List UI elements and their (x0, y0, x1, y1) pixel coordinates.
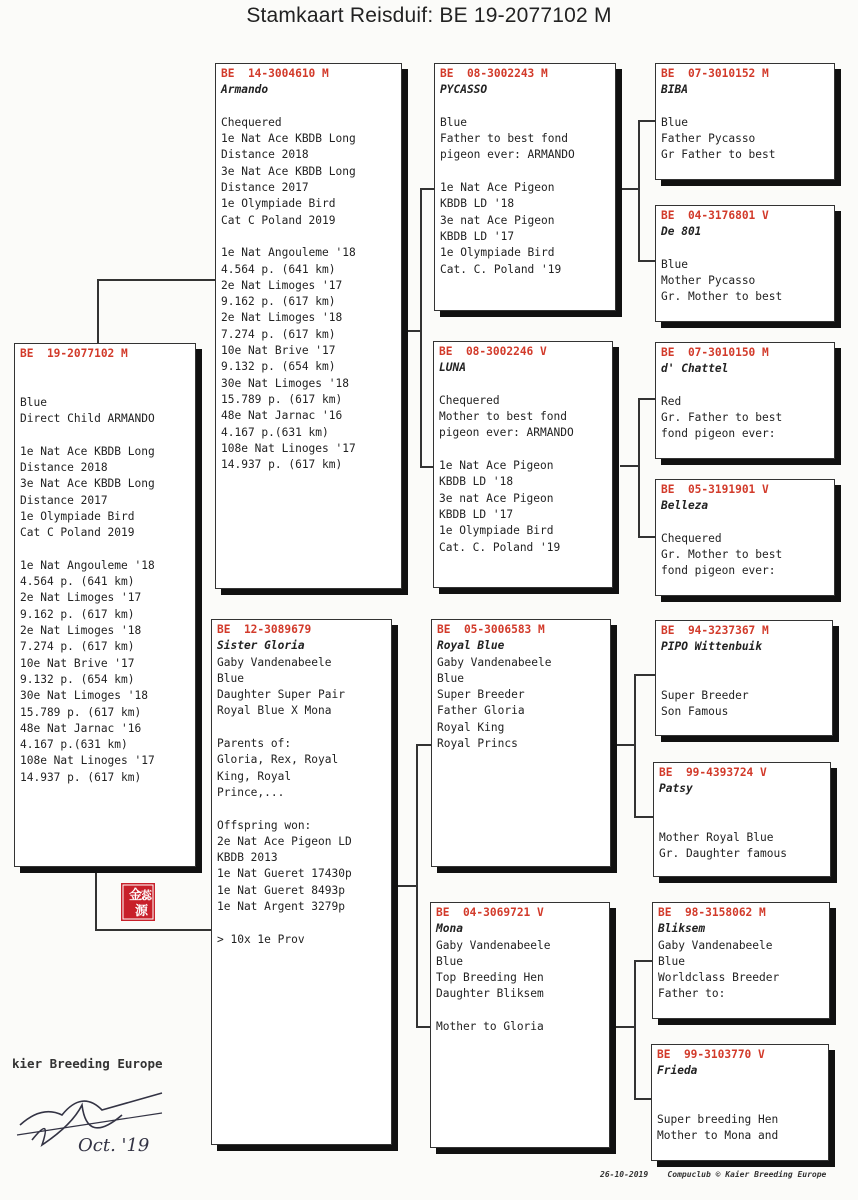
connector-line (398, 885, 418, 887)
card-line: KBDB 2013 (217, 851, 278, 865)
connector-line (638, 536, 655, 538)
card-body (659, 798, 825, 863)
handwritten-signature (12, 1085, 172, 1165)
card-line: 1e Nat Ace KBDB Long (221, 132, 356, 146)
card-line: 10e Nat Brive '17 (20, 656, 135, 670)
card-line: 108e Nat Linoges '17 (221, 441, 356, 455)
card-line: 30e Nat Limoges '18 (20, 689, 148, 703)
card-line: Mother Royal Blue (659, 831, 774, 845)
pigeon-name: d' Chattel (661, 362, 729, 376)
connector-line (97, 279, 99, 345)
connector-line (634, 674, 655, 676)
connector-line (420, 466, 434, 468)
mother-father-card (431, 619, 611, 867)
card-line: 9.132 p. (654 km) (221, 360, 336, 374)
card-line (657, 1080, 823, 1096)
connector-line (95, 868, 97, 930)
card-line (20, 379, 190, 395)
card-line (659, 798, 825, 814)
pigeon-name: Frieda (657, 1064, 698, 1078)
card-line: Distance 2018 (221, 148, 309, 162)
pigeon-name: Patsy (659, 782, 693, 796)
connector-line (638, 398, 640, 536)
card-line: Blue (436, 954, 463, 968)
father-father-card (434, 63, 616, 311)
card-line: KBDB LD '17 (440, 229, 515, 243)
connector-line (638, 398, 655, 400)
card-line: Gr. Daughter famous (659, 847, 787, 861)
card-line (221, 99, 396, 115)
card-line: 3e Nat Ace KBDB Long (221, 164, 356, 178)
connector-line (634, 816, 655, 818)
card-body (437, 655, 605, 753)
connector-line (620, 465, 638, 467)
card-line: 4.167 p.(631 km) (221, 425, 329, 439)
card-line: Blue (658, 954, 685, 968)
ring-number: BE 08-3002246 V (439, 345, 547, 358)
connector-line (616, 1026, 634, 1028)
card-line: 2e Nat Limoges '18 (221, 311, 343, 325)
card-line: 30e Nat Limoges '18 (221, 376, 349, 390)
card-body (440, 99, 610, 278)
pigeon-name: LUNA (439, 361, 466, 375)
card-line: 15.789 p. (617 km) (20, 705, 142, 719)
card-line (661, 99, 829, 115)
page-title: Stamkaart Reisduif: BE 19-2077102 M (246, 4, 612, 27)
card-line: 1e Nat Gueret 8493p (217, 883, 345, 897)
card-line (436, 1003, 604, 1019)
card-line: 9.162 p. (617 km) (20, 607, 135, 621)
mother-mother-card (430, 902, 610, 1148)
card-line (20, 542, 190, 558)
card-body (436, 938, 604, 1036)
card-line: 1e Nat Ace Pigeon (440, 181, 555, 195)
card-line: 2e Nat Limoges '17 (20, 591, 142, 605)
card-line (657, 1096, 823, 1112)
ring-number: BE 04-3176801 V (661, 209, 769, 222)
card-line: 2e Nat Limoges '18 (20, 624, 142, 638)
card-body (661, 378, 829, 443)
ring-number: BE 98-3158062 M (658, 906, 766, 919)
card-line: Father to: (658, 987, 726, 1001)
pigeon-name: PIPO Wittenbuik (661, 640, 763, 654)
card-line: Father to best fond (440, 132, 568, 146)
card-body (221, 99, 396, 474)
card-line: 1e Nat Argent 3279p (217, 900, 345, 914)
card-body (661, 515, 829, 580)
card-line (439, 442, 607, 458)
card-line: King, Royal (217, 769, 292, 783)
card-line: Prince,... (217, 785, 285, 799)
card-line: KBDB LD '18 (440, 197, 515, 211)
card-line: Gr. Mother to best (661, 290, 783, 304)
pigeon-name: BIBA (661, 83, 688, 97)
card-line: Super Breeder (661, 689, 749, 703)
card-line: Chequered (661, 531, 722, 545)
card-line: Offspring won: (217, 818, 312, 832)
card-line: fond pigeon ever: (661, 564, 776, 578)
card-line: Blue (20, 395, 47, 409)
card-line (661, 378, 829, 394)
card-line (661, 672, 827, 688)
great-grandparent-card (655, 205, 835, 322)
card-line (659, 814, 825, 830)
card-line: Son Famous (661, 705, 729, 719)
ring-number: BE 99-4393724 V (659, 766, 767, 779)
card-line: Gr. Mother to best (661, 548, 783, 562)
card-line (217, 915, 386, 931)
card-line: Mother to Gloria (436, 1020, 544, 1034)
connector-line (97, 279, 215, 281)
card-line: Distance 2017 (221, 181, 309, 195)
svg-text:蕊: 蕊 (141, 889, 152, 902)
card-line (661, 515, 829, 531)
card-line: 9.132 p. (654 km) (20, 672, 135, 686)
card-line: Direct Child ARMANDO (20, 412, 155, 426)
card-line: 2e Nat Ace Pigeon LD (217, 834, 352, 848)
great-grandparent-card (655, 620, 833, 736)
pigeon-name: Armando (221, 83, 269, 97)
footer-breeder-name: kier Breeding Europe (12, 1056, 163, 1071)
card-line: 14.937 p. (617 km) (20, 770, 142, 784)
card-line: Blue (217, 671, 244, 685)
card-body (657, 1080, 823, 1145)
card-line: 48e Nat Jarnac '16 (221, 409, 343, 423)
card-line: Royal King (437, 720, 505, 734)
card-line: 9.162 p. (617 km) (221, 295, 336, 309)
card-line: Cat. C. Poland '19 (439, 540, 561, 554)
card-line: 1e Nat Angouleme '18 (20, 558, 155, 572)
card-line: Blue (437, 671, 464, 685)
card-line: Distance 2017 (20, 493, 108, 507)
card-body (661, 656, 827, 721)
card-line: 1e Olympiade Bird (439, 524, 554, 538)
connector-line (402, 330, 420, 332)
stamp-seal (120, 882, 156, 922)
card-line: 3e nat Ace Pigeon (439, 491, 554, 505)
father-mother-card (433, 341, 613, 588)
card-line: 7.274 p. (617 km) (20, 640, 135, 654)
ring-number: BE 07-3010152 M (661, 67, 769, 80)
card-line: Mother to best fond (439, 410, 567, 424)
ring-number: BE 12-3089679 (217, 623, 312, 636)
connector-line (616, 744, 634, 746)
card-line: Father Pycasso (661, 132, 756, 146)
card-line: Mother Pycasso (661, 274, 756, 288)
card-line: Super breeding Hen (657, 1113, 779, 1127)
card-line: 10e Nat Brive '17 (221, 344, 336, 358)
connector-line (420, 188, 434, 190)
card-body (217, 655, 386, 948)
card-line: Chequered (439, 393, 500, 407)
card-line: 1e Nat Angouleme '18 (221, 246, 356, 260)
connector-line (95, 929, 213, 931)
ring-number: BE 99-3103770 V (657, 1048, 765, 1061)
card-line (221, 229, 396, 245)
svg-text:金: 金 (129, 888, 143, 903)
pigeon-name: De 801 (661, 225, 702, 239)
card-body (439, 377, 607, 556)
ring-number: BE 19-2077102 M (20, 347, 128, 360)
ring-number: BE 14-3004610 M (221, 67, 329, 80)
great-grandparent-card (655, 342, 835, 459)
card-body (661, 99, 829, 164)
card-line: 14.937 p. (617 km) (221, 458, 343, 472)
card-body (658, 938, 824, 1003)
great-grandparent-card (651, 1044, 829, 1161)
connector-line (416, 744, 418, 1027)
card-line: Cat C Poland 2019 (20, 526, 135, 540)
card-line: Blue (440, 115, 467, 129)
card-line: Super Breeder (437, 688, 525, 702)
card-line: Daughter Super Pair (217, 688, 345, 702)
connector-line (638, 120, 655, 122)
card-line: Daughter Bliksem (436, 987, 544, 1001)
card-line: 2e Nat Limoges '17 (221, 278, 343, 292)
card-line: pigeon ever: ARMANDO (440, 148, 575, 162)
card-line: Gr Father to best (661, 148, 776, 162)
card-line: 108e Nat Linoges '17 (20, 754, 155, 768)
card-line: 15.789 p. (617 km) (221, 392, 343, 406)
card-line: KBDB LD '17 (439, 507, 514, 521)
card-line: Gaby Vandenabeele (217, 655, 332, 669)
card-line: 1e Nat Gueret 17430p (217, 867, 352, 881)
card-body (661, 241, 829, 306)
card-line (439, 377, 607, 393)
card-line: 1e Nat Ace KBDB Long (20, 444, 155, 458)
pigeon-name: Belleza (661, 499, 709, 513)
subject-pigeon-card (14, 343, 196, 867)
card-line: > 10x 1e Prov (217, 932, 305, 946)
card-line (20, 362, 190, 378)
card-line: 48e Nat Jarnac '16 (20, 721, 142, 735)
card-line: Royal Blue X Mona (217, 704, 332, 718)
card-line: fond pigeon ever: (661, 427, 776, 441)
card-line: 1e Olympiade Bird (20, 509, 135, 523)
connector-line (638, 260, 655, 262)
card-line: Gaby Vandenabeele (436, 938, 551, 952)
pigeon-name: Bliksem (658, 922, 706, 936)
card-line: Distance 2018 (20, 461, 108, 475)
card-line (20, 427, 190, 443)
card-line (217, 801, 386, 817)
card-line: Gaby Vandenabeele (658, 938, 773, 952)
card-line: Royal Princs (437, 737, 518, 751)
card-line: Top Breeding Hen (436, 971, 544, 985)
card-line: Blue (661, 257, 688, 271)
pigeon-name: Royal Blue (437, 639, 505, 653)
card-line: Gaby Vandenabeele (437, 655, 552, 669)
card-line: KBDB LD '18 (439, 475, 514, 489)
connector-line (420, 188, 422, 466)
svg-text:源: 源 (135, 904, 149, 919)
pigeon-name: PYCASSO (440, 83, 488, 97)
father-card (215, 63, 402, 589)
card-line (440, 164, 610, 180)
card-line: 7.274 p. (617 km) (221, 327, 336, 341)
great-grandparent-card (653, 762, 831, 877)
card-line: Mother to Mona and (657, 1129, 779, 1143)
mother-card (211, 619, 392, 1145)
card-line: Worldclass Breeder (658, 971, 780, 985)
card-line: Chequered (221, 115, 282, 129)
card-line: 1e Nat Ace Pigeon (439, 459, 554, 473)
card-body (20, 362, 190, 786)
card-line: 1e Olympiade Bird (221, 197, 336, 211)
card-line: Father Gloria (437, 704, 525, 718)
connector-line (634, 960, 636, 1098)
card-line: Gr. Father to best (661, 411, 783, 425)
card-line: Gloria, Rex, Royal (217, 753, 339, 767)
connector-line (638, 120, 640, 260)
pigeon-name: Sister Gloria (217, 639, 305, 653)
ring-number: BE 08-3002243 M (440, 67, 548, 80)
card-line (661, 656, 827, 672)
card-line (661, 241, 829, 257)
card-line (217, 720, 386, 736)
ring-number: BE 07-3010150 M (661, 346, 769, 359)
great-grandparent-card (655, 479, 835, 596)
ring-number: BE 04-3069721 V (436, 906, 544, 919)
footer-print-info: 26-10-2019 Compuclub © Kaier Breeding Europe (600, 1170, 827, 1179)
card-line: Blue (661, 115, 688, 129)
card-line: Cat. C. Poland '19 (440, 262, 562, 276)
ring-number: BE 94-3237367 M (661, 624, 769, 637)
card-line: 4.564 p. (641 km) (221, 262, 336, 276)
connector-line (634, 674, 636, 816)
card-line: Cat C Poland 2019 (221, 213, 336, 227)
card-line: Red (661, 394, 682, 408)
connector-line (620, 188, 638, 190)
card-line: 4.564 p. (641 km) (20, 575, 135, 589)
great-grandparent-card (655, 63, 835, 180)
ring-number: BE 05-3006583 M (437, 623, 545, 636)
card-line: Parents of: (217, 737, 292, 751)
pigeon-name: Mona (436, 922, 463, 936)
card-line: 1e Olympiade Bird (440, 246, 555, 260)
card-line (440, 99, 610, 115)
card-line: 3e nat Ace Pigeon (440, 213, 555, 227)
card-line: 4.167 p.(631 km) (20, 738, 128, 752)
card-line: 3e Nat Ace KBDB Long (20, 477, 155, 491)
svg-text:Oct. '19: Oct. '19 (78, 1135, 150, 1156)
ring-number: BE 05-3191901 V (661, 483, 769, 496)
card-line: pigeon ever: ARMANDO (439, 426, 574, 440)
great-grandparent-card (652, 902, 830, 1019)
